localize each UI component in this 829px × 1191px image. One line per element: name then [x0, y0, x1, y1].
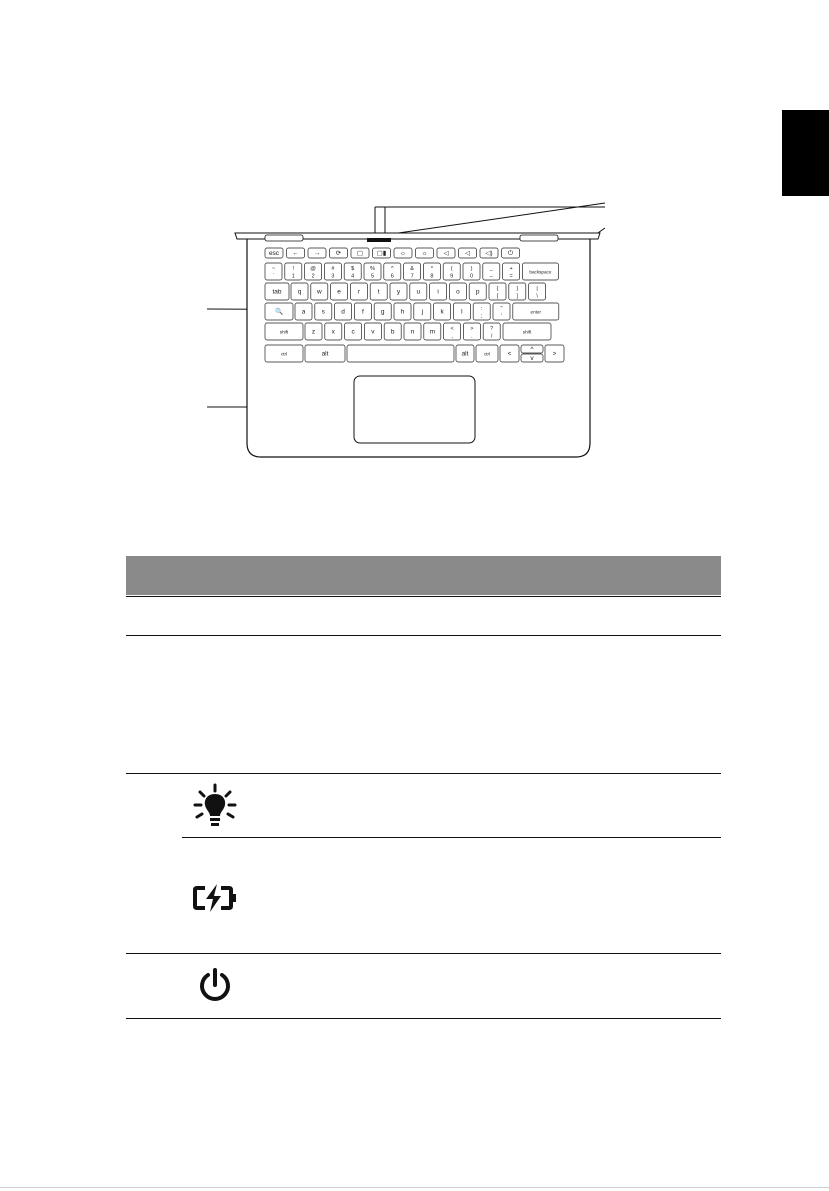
key-label: $ — [351, 266, 355, 273]
key-label: ⟳ — [335, 250, 342, 258]
key-label: w — [316, 288, 322, 296]
key-label: > — [470, 326, 474, 333]
key-label: | — [536, 286, 538, 293]
key-label: % — [370, 266, 375, 273]
key-label: * — [430, 266, 433, 273]
battery-charging-icon — [193, 883, 237, 918]
key-label: k — [440, 308, 444, 316]
touchpad — [354, 376, 475, 443]
table-header — [126, 556, 721, 595]
key-label: → — [313, 250, 321, 258]
key-label: enter — [530, 309, 542, 315]
key-label: o — [456, 288, 460, 296]
key-label: _ — [489, 266, 493, 273]
key-label: 3 — [331, 273, 335, 280]
key-label: 5 — [370, 273, 375, 280]
key-label: ^ — [391, 266, 394, 273]
key-label: { — [496, 286, 499, 293]
key-label: @ — [310, 266, 316, 273]
key-label: 1 — [291, 273, 295, 280]
key-label: l — [461, 308, 463, 316]
key-label: ← — [292, 250, 299, 258]
hinge-left — [265, 235, 303, 241]
key-label: < — [450, 326, 454, 333]
key-label: [ — [496, 293, 499, 300]
key-label: ◁) — [485, 250, 493, 258]
key-label: > — [552, 350, 557, 358]
key-label: backspace — [529, 269, 552, 275]
table-row-divider — [126, 1018, 721, 1019]
key-label: ~ — [271, 266, 276, 273]
key-label: v — [530, 355, 534, 363]
key-label: 2 — [311, 273, 315, 280]
key-label: } — [516, 286, 519, 293]
key-label: h — [400, 308, 405, 316]
key-label: < — [507, 350, 512, 358]
key-label: alt — [321, 350, 329, 358]
key-label: ctrl — [483, 351, 491, 357]
key-label: ◁ — [465, 250, 470, 258]
key-label: b — [390, 328, 395, 336]
key-label: shift — [522, 329, 532, 335]
key-label: d — [341, 308, 345, 316]
key-label: z — [311, 328, 316, 336]
key-label: ` — [272, 273, 275, 280]
light-bulb-icon — [192, 783, 238, 834]
key-label: ? — [490, 326, 494, 333]
table-row-divider — [126, 953, 721, 954]
key-label: , — [451, 333, 453, 340]
key-label: 6 — [390, 273, 394, 280]
key-label: ◁ — [443, 250, 449, 258]
key-label: n — [410, 328, 415, 336]
key-label: a — [301, 308, 306, 316]
key-label: ) — [470, 266, 473, 273]
key-label: – — [489, 273, 493, 280]
key-label: y — [396, 288, 401, 296]
key-label: 🔍 — [274, 308, 284, 316]
key-label: ] — [516, 293, 519, 300]
key-label: s — [321, 308, 325, 316]
keyboard-illustration — [195, 195, 625, 463]
key-label: ☼ — [400, 250, 406, 258]
key-label: ▢ — [356, 250, 364, 258]
table-row-divider — [126, 773, 721, 774]
table-row-divider — [182, 837, 721, 838]
key-label: 0 — [469, 273, 474, 280]
key-label: & — [410, 266, 414, 273]
key-label: x — [331, 328, 335, 336]
key-label: j — [421, 308, 424, 316]
key-label: ! — [292, 266, 295, 273]
key-label: ; — [480, 313, 483, 320]
key-label: ctrl — [280, 351, 288, 357]
key-label: q — [297, 288, 302, 296]
key-label: 4 — [351, 273, 355, 280]
key-label: alt — [461, 350, 469, 358]
key-label: g — [380, 308, 385, 316]
key-label: ' — [500, 313, 503, 320]
key-label: 9 — [450, 273, 454, 280]
laptop-top-view-diagram — [195, 195, 625, 463]
key-label: v — [371, 328, 375, 336]
key-label: shift — [279, 329, 289, 335]
callout-line-webcam — [371, 203, 605, 237]
key-label: / — [490, 333, 493, 340]
key-label: \ — [536, 293, 538, 300]
power-icon — [197, 967, 233, 1008]
key-label: . — [471, 333, 473, 340]
key-label: r — [357, 288, 360, 296]
key-label: # — [331, 266, 335, 273]
table-row-divider — [126, 635, 721, 636]
page-bottom-rule — [0, 1187, 829, 1188]
key-label: ⏻ — [507, 250, 514, 258]
key-label: c — [351, 328, 355, 336]
key-label: : — [480, 306, 483, 313]
key-label: p — [475, 288, 480, 296]
key-label: ^ — [530, 346, 534, 354]
key-label: ( — [450, 266, 453, 273]
key-label: u — [416, 288, 421, 296]
key-label: t — [377, 288, 380, 296]
key-label: e — [337, 288, 341, 296]
key-label: 8 — [430, 273, 434, 280]
key-label: ☼ — [421, 250, 428, 258]
chapter-tab — [782, 110, 829, 196]
key-space — [347, 345, 454, 362]
key-label: + — [509, 266, 513, 273]
key-label: tab — [272, 288, 282, 296]
key-label: " — [500, 306, 503, 313]
key-label: i — [437, 288, 439, 296]
key-label: 7 — [410, 273, 414, 280]
table-row-divider — [126, 596, 721, 597]
key-label: = — [509, 273, 513, 280]
webcam-icon — [367, 238, 391, 242]
key-label: f — [361, 308, 364, 316]
key-label: esc — [268, 250, 280, 258]
hinge-right — [520, 235, 558, 241]
key-label: ▢▮ — [376, 250, 387, 258]
key-label: m — [429, 328, 436, 336]
